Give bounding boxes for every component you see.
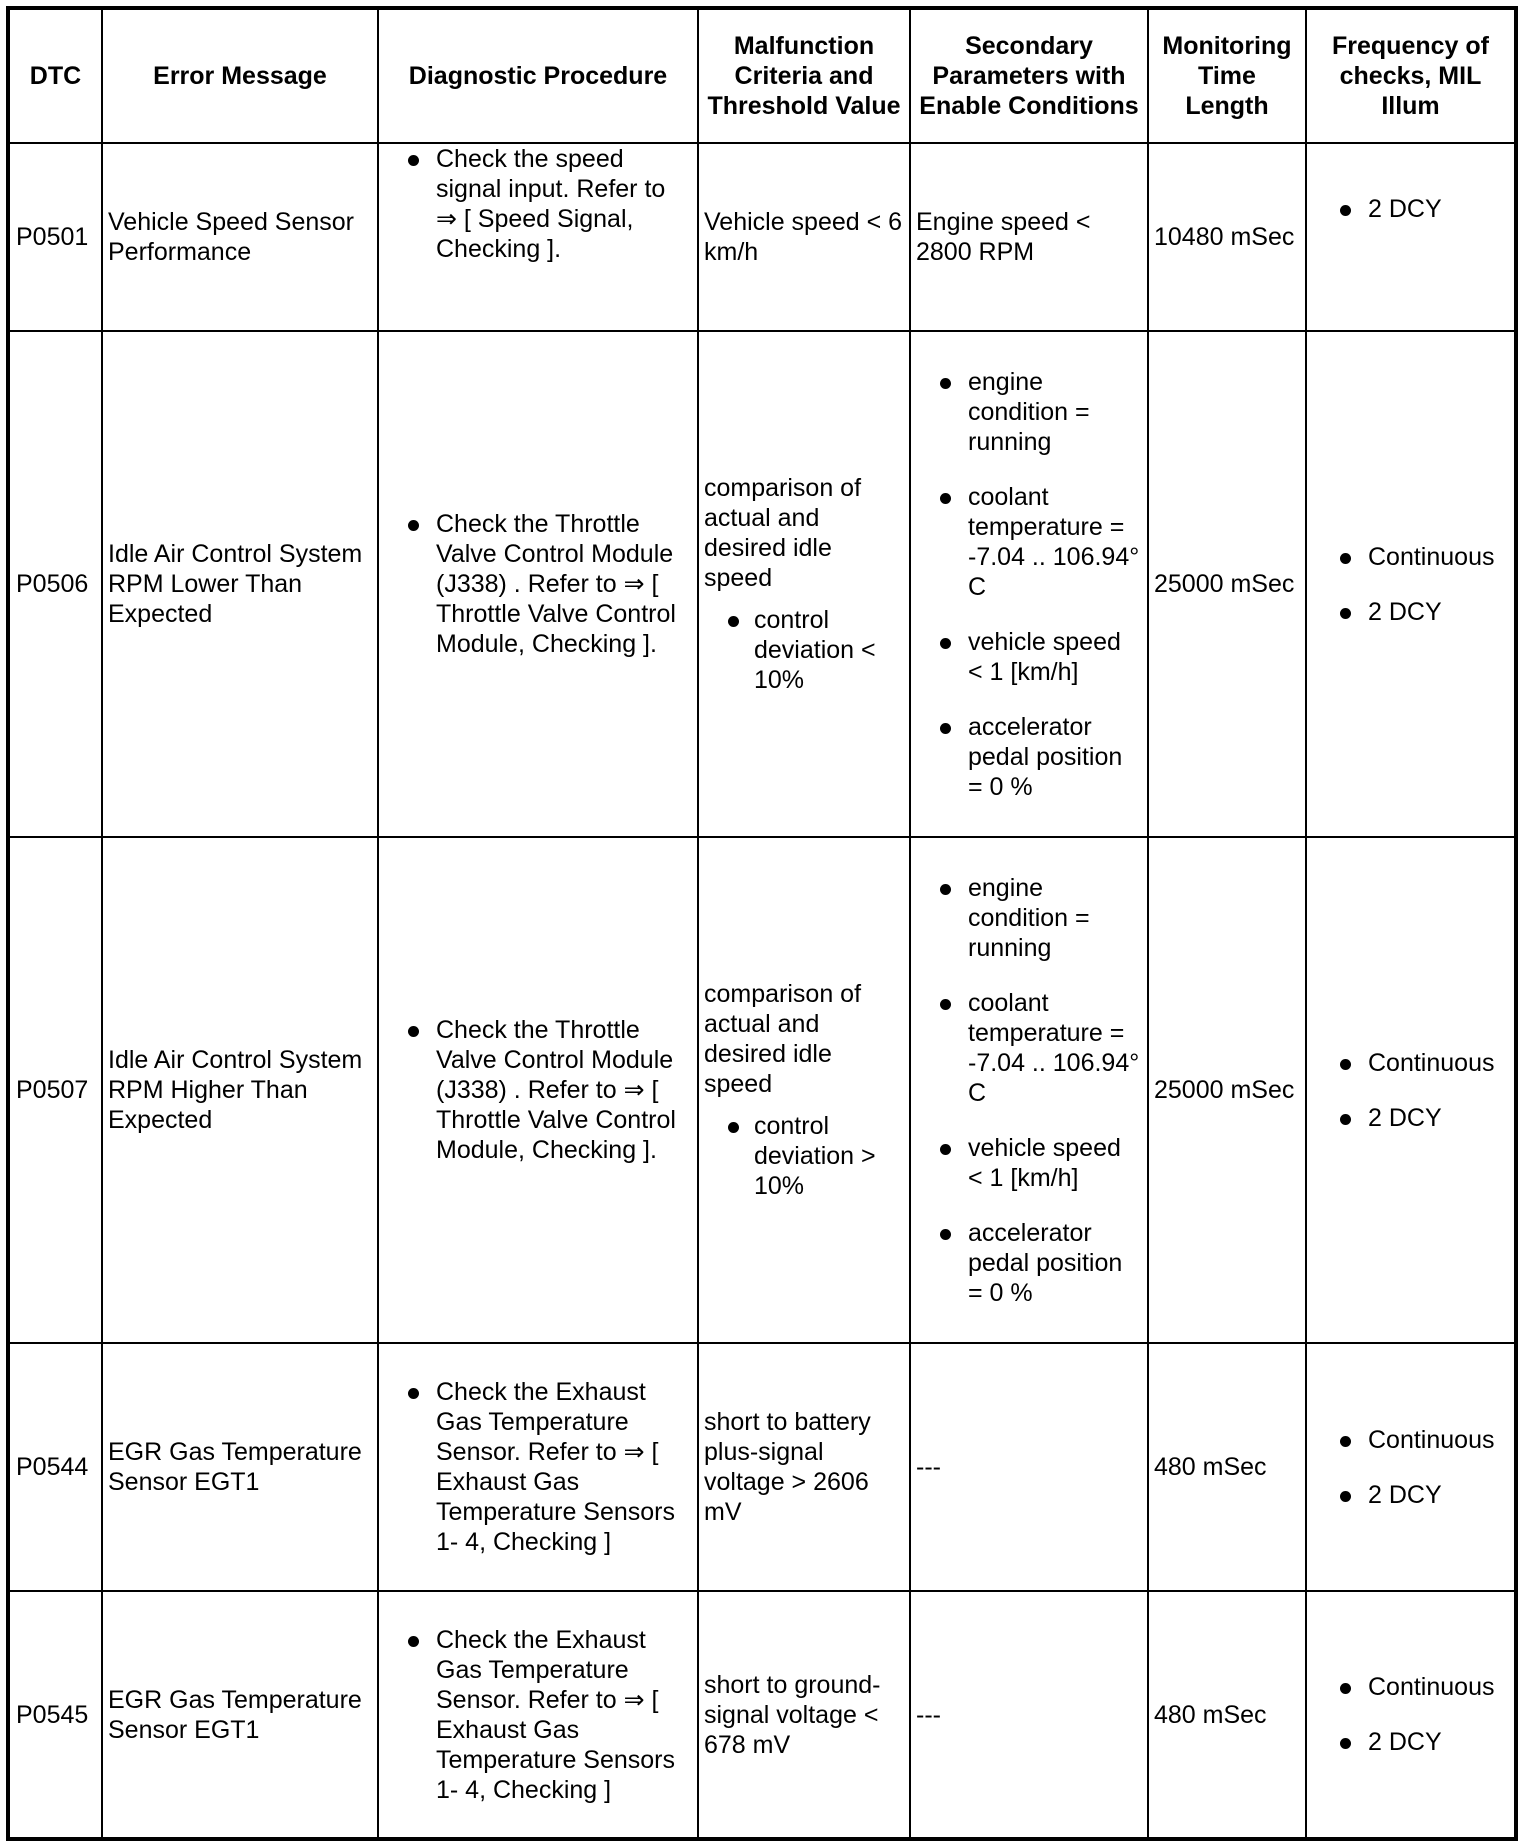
monitoring-time: 480 mSec	[1148, 1343, 1306, 1591]
secondary-item: coolant temperature = -7.04 .. 106.94° C	[916, 482, 1142, 602]
frequency-item: 2 DCY	[1312, 1103, 1509, 1133]
frequency	[1306, 331, 1516, 837]
table-row	[8, 1591, 1516, 1839]
criteria-item: control deviation > 10%	[704, 1111, 904, 1201]
error-message: EGR Gas Temperature Sensor EGT1	[102, 1343, 378, 1591]
header-diagnostic-procedure: Diagnostic Procedure	[378, 8, 698, 143]
frequency-item: 2 DCY	[1312, 1727, 1509, 1757]
header-secondary-parameters: Secondary Parameters with Enable Conditions	[910, 8, 1148, 143]
monitoring-time: 480 mSec	[1148, 1591, 1306, 1839]
diagnostic-procedure	[378, 1343, 698, 1591]
monitoring-time: 10480 mSec	[1148, 143, 1306, 331]
malfunction-criteria: short to battery plus-signal voltage > 2606 mV	[698, 1343, 910, 1591]
dtc-code: P0506	[8, 331, 102, 837]
dtc-code: P0544	[8, 1343, 102, 1591]
frequency-item: Continuous	[1312, 1048, 1509, 1078]
criteria-text: comparison of actual and desired idle speed	[704, 474, 862, 592]
header-error-message: Error Message	[102, 8, 378, 143]
header-malfunction-criteria: Malfunction Criteria and Threshold Value	[698, 8, 910, 143]
frequency	[1306, 1591, 1516, 1839]
error-message: Idle Air Control System RPM Higher Than Expected	[102, 837, 378, 1343]
frequency-item: Continuous	[1312, 1672, 1509, 1702]
diagnostic-procedure	[378, 331, 698, 837]
header-frequency: Frequency of checks, MIL Illum	[1306, 8, 1516, 143]
dtc-code: P0501	[8, 143, 102, 331]
secondary-item: vehicle speed < 1 [km/h]	[916, 1133, 1142, 1193]
header-dtc: DTC	[8, 8, 102, 143]
malfunction-criteria: short to ground-signal voltage < 678 mV	[698, 1591, 910, 1839]
procedure-item: Check the Throttle Valve Control Module (J338) . Refer to ⇒ [ Throttle Valve Control Module, Checking ].	[384, 509, 692, 659]
malfunction-criteria	[698, 837, 910, 1343]
diagnostic-procedure	[378, 837, 698, 1343]
error-message: Vehicle Speed Sensor Performance	[102, 143, 378, 331]
header-monitoring-time: Monitoring Time Length	[1148, 8, 1306, 143]
secondary-parameters: ---	[910, 1591, 1148, 1839]
frequency	[1306, 837, 1516, 1343]
secondary-item: coolant temperature = -7.04 .. 106.94° C	[916, 988, 1142, 1108]
secondary-parameters	[910, 837, 1148, 1343]
table-row	[8, 143, 1516, 331]
frequency	[1306, 143, 1516, 331]
dtc-table	[6, 6, 1518, 1841]
procedure-item: Check the Exhaust Gas Temperature Sensor. Refer to ⇒ [ Exhaust Gas Temperature Sensors 1- 4, Checking ]	[384, 1625, 692, 1805]
secondary-parameters: Engine speed < 2800 RPM	[910, 143, 1148, 331]
secondary-item: vehicle speed < 1 [km/h]	[916, 627, 1142, 687]
dtc-code: P0545	[8, 1591, 102, 1839]
table-row	[8, 1343, 1516, 1591]
frequency-item: Continuous	[1312, 1425, 1509, 1455]
monitoring-time: 25000 mSec	[1148, 331, 1306, 837]
procedure-item: Check the speed signal input. Refer to ⇒ [ Speed Signal, Checking ].	[384, 144, 692, 264]
monitoring-time: 25000 mSec	[1148, 837, 1306, 1343]
secondary-parameters	[910, 331, 1148, 837]
criteria-item: control deviation < 10%	[704, 605, 904, 695]
malfunction-criteria	[698, 331, 910, 837]
header-row	[8, 8, 1516, 143]
frequency-item: 2 DCY	[1312, 194, 1509, 224]
frequency-item: 2 DCY	[1312, 1480, 1509, 1510]
criteria-text: comparison of actual and desired idle speed	[704, 980, 862, 1098]
dtc-code: P0507	[8, 837, 102, 1343]
secondary-item: accelerator pedal position = 0 %	[916, 712, 1142, 802]
table-row	[8, 837, 1516, 1343]
table-row	[8, 331, 1516, 837]
malfunction-criteria: Vehicle speed < 6 km/h	[698, 143, 910, 331]
error-message: Idle Air Control System RPM Lower Than Expected	[102, 331, 378, 837]
error-message: EGR Gas Temperature Sensor EGT1	[102, 1591, 378, 1839]
secondary-item: accelerator pedal position = 0 %	[916, 1218, 1142, 1308]
secondary-item: engine condition = running	[916, 367, 1142, 457]
frequency-item: 2 DCY	[1312, 597, 1509, 627]
procedure-item: Check the Exhaust Gas Temperature Sensor. Refer to ⇒ [ Exhaust Gas Temperature Sensors 1- 4, Checking ]	[384, 1377, 692, 1557]
secondary-parameters: ---	[910, 1343, 1148, 1591]
frequency	[1306, 1343, 1516, 1591]
diagnostic-procedure	[378, 1591, 698, 1839]
secondary-item: engine condition = running	[916, 873, 1142, 963]
diagnostic-procedure	[378, 143, 698, 331]
frequency-item: Continuous	[1312, 542, 1509, 572]
procedure-item: Check the Throttle Valve Control Module (J338) . Refer to ⇒ [ Throttle Valve Control Module, Checking ].	[384, 1015, 692, 1165]
